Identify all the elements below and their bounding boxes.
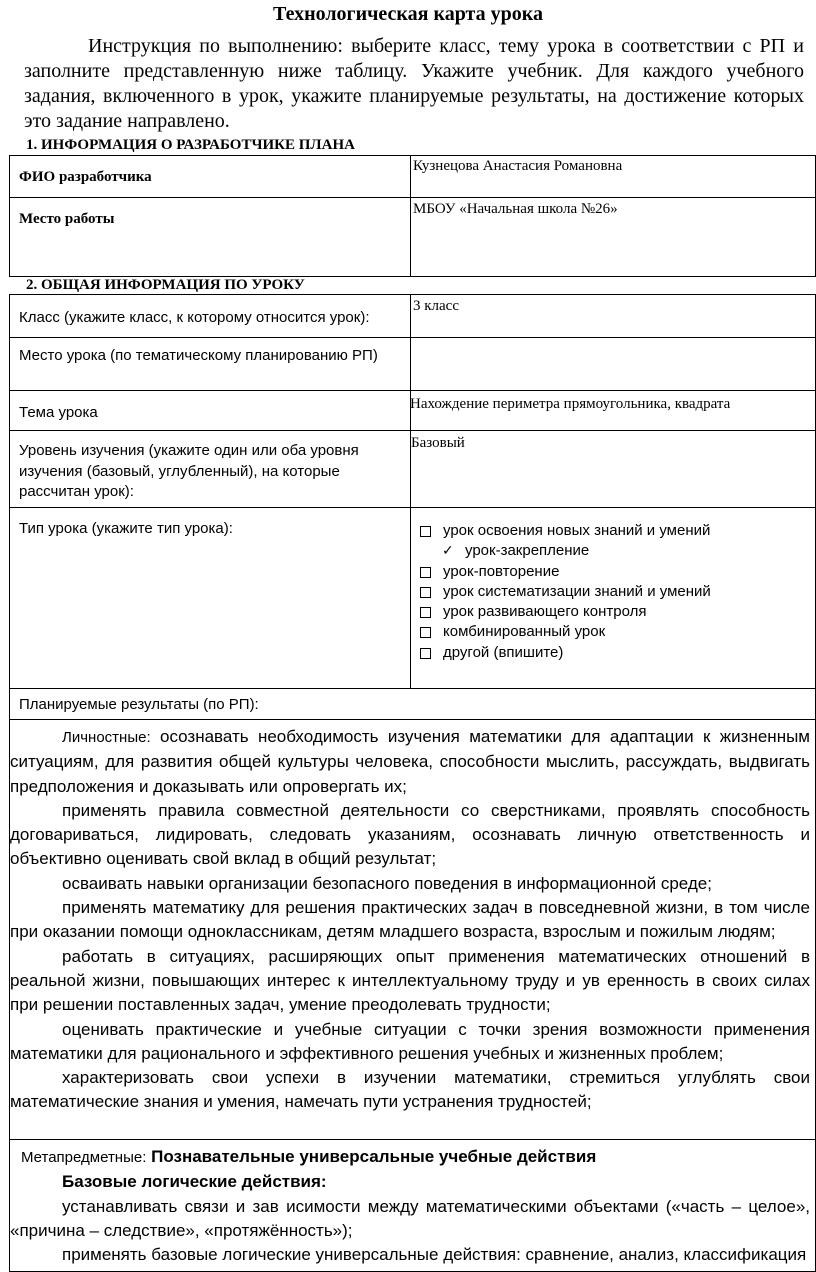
meta-lead: Метапредметные: [21,1149,147,1166]
table-divider [410,155,411,277]
personal-paragraph: Личностные: осознавать необходимость изучения математики для адаптации к жизненным ситуациям, для развития общей культуры человека, способности мыслить, рассуждать, выдвигать предположения и доказывать или опровергать их; [10,727,810,796]
planned-results-label: Планируемые результаты (по РП): [19,696,259,713]
lesson-type-option[interactable]: комбинированный урок [418,622,711,642]
table-row-divider [9,688,816,689]
meta-paragraph: применять базовые логические универсальные действия: сравнение, анализ, классификация [62,1245,807,1265]
meta-subheading: Базовые логические действия: [62,1172,327,1192]
lesson-type-option[interactable]: урок развивающего контроля [418,602,711,622]
section1-heading: 1. ИНФОРМАЦИЯ О РАЗРАБОТЧИКЕ ПЛАНА [26,137,355,153]
checkmark-icon[interactable]: ✓ [442,543,454,560]
developer-name-label: ФИО разработчика [19,169,152,185]
lesson-type-option[interactable]: другой (впишите) [418,643,711,663]
personal-paragraph: применять математику для решения практических задач в повседневной жизни, в том числе при оказании помощи одноклассникам, детям младшего возраста, взрослым и пожилым людям; [10,898,810,942]
lesson-place-label: Место урока (по тематическому планированию РП) [19,347,378,364]
checkbox-empty-icon[interactable] [420,607,431,618]
table-row-divider [9,1139,816,1140]
personal-paragraph: характеризовать свои успехи в изучении математики, стремиться углублять свои математические знания и умения, намечать пути устранения трудностей; [10,1068,810,1112]
lesson-type-option[interactable]: урок освоения новых знаний и умений [418,521,711,541]
meta-paragraph: устанавливать связи и зав исимости между математическими объектами («часть – целое», «причина – следствие», «протяжённость»); [10,1196,810,1240]
table-row-divider [9,337,816,338]
lesson-type-label: Тип урока (укажите тип урока): [19,520,233,537]
table-row-divider [9,430,816,431]
lesson-topic-value: Нахождение периметра прямоугольника, квадрата [410,396,731,412]
workplace-value: МБОУ «Начальная школа №26» [413,201,618,217]
lesson-type-option[interactable]: ✓ урок-закрепление [418,541,711,561]
page-title: Технологическая карта урока [273,3,543,25]
lesson-type-option[interactable]: урок-повторение [418,562,711,582]
personal-paragraph: осваивать навыки организации безопасного поведения в информационной среде; [62,873,712,893]
class-label: Класс (укажите класс, к которому относится урок): [19,309,370,326]
personal-paragraph: работать в ситуациях, расширяющих опыт применения математических отношений в реальной жизни, повышающих интерес к интеллектуальному труду и ув еренность в своих силах при решении поставленных задач, умение преодолевать трудности; [10,946,810,1015]
checkbox-empty-icon[interactable] [420,587,431,598]
class-value: 3 класс [413,298,459,314]
meta-heading-line [10,1145,810,1170]
personal-paragraph: применять правила совместной деятельности со сверстниками, проявлять способность договариваться, лидировать, следовать указаниям, осознавать личную ответственность и объективно оценивать свой вклад в общий результат; [10,800,810,869]
personal-lead: Личностные: [62,729,151,746]
study-level-value: Базовый [411,435,465,451]
study-level-label: Уровень изучения (укажите один или оба уровня изучения (базовый, углубленный), на которые рассчитан урок): [19,442,359,500]
meta-results [10,1145,810,1267]
lesson-type-option[interactable]: урок систематизации знаний и умений [418,582,711,602]
checkbox-empty-icon[interactable] [420,648,431,659]
instruction-text [24,34,804,134]
personal-paragraph: оценивать практические и учебные ситуации с точки зрения возможности применения математики для рационального и эффективного решения учебных и жизненных проблем; [10,1019,810,1063]
table-divider [410,294,411,688]
table-row-divider [9,197,816,198]
lesson-type-list [418,521,711,663]
lesson-topic-label: Тема урока [19,404,98,421]
checkbox-empty-icon[interactable] [420,526,431,537]
checkbox-empty-icon[interactable] [420,627,431,638]
table-row-divider [9,390,816,391]
personal-results [10,725,810,1115]
workplace-label: Место работы [19,211,115,227]
table-row-divider [9,507,816,508]
table-row-divider [9,719,816,720]
checkbox-empty-icon[interactable] [420,567,431,578]
developer-name-value: Кузнецова Анастасия Романовна [413,158,623,174]
instruction-paragraph: Инструкция по выполнению: выберите класс, тему урока в соответствии с РП и заполните представленную ниже таблицу. Укажите учебник. Для каждого учебного задания, включенного в урок, укажите планируемые результаты, на достижение которых это задание направлено. [24,35,804,132]
meta-heading: Познавательные универсальные учебные действия [151,1147,597,1166]
section2-heading: 2. ОБЩАЯ ИНФОРМАЦИЯ ПО УРОКУ [26,277,305,293]
